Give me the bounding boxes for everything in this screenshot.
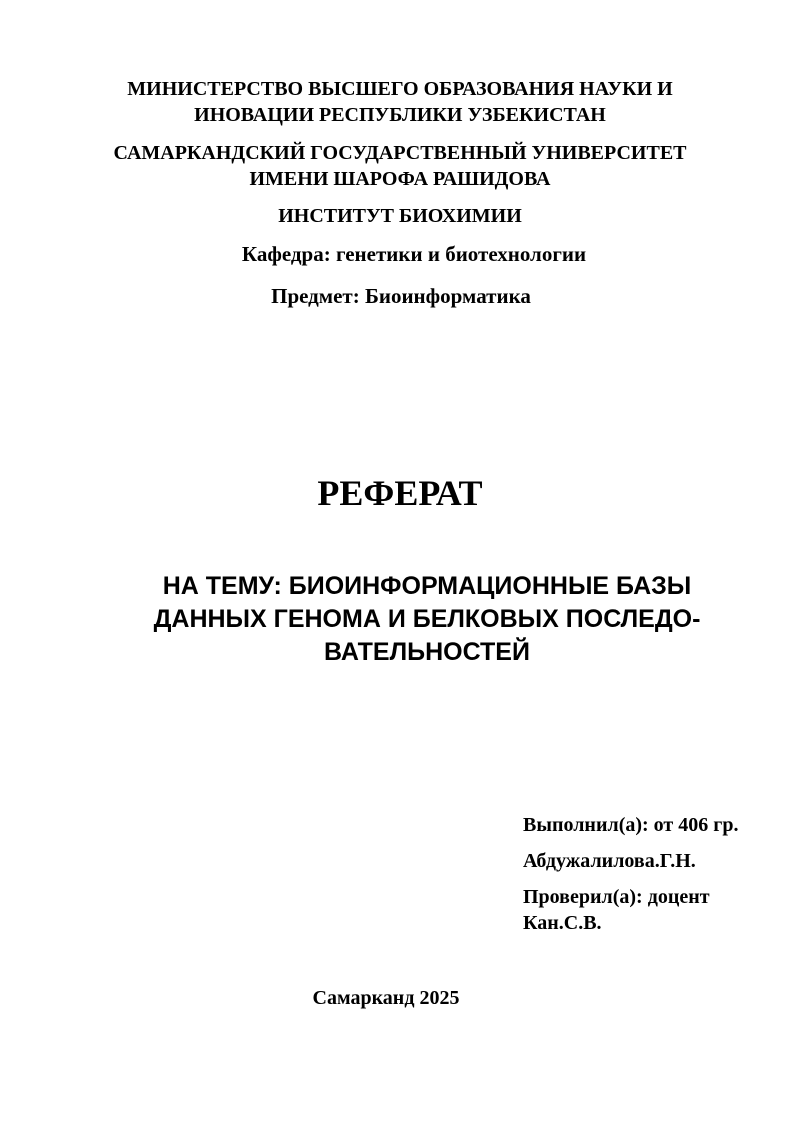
performed-by: Выполнил(а): от 406 гр. — [523, 814, 739, 836]
topic-line-3: ВАТЕЛЬНОСТЕЙ — [324, 638, 530, 666]
topic-line-2: ДАННЫХ ГЕНОМА И БЕЛКОВЫХ ПОСЛЕДО- — [153, 605, 701, 633]
subject-name: Предмет: Биоинформатика — [271, 284, 531, 308]
checker-name: Кан.С.В. — [523, 912, 602, 934]
topic-line-1: НА ТЕМУ: БИОИНФОРМАЦИОННЫЕ БАЗЫ — [162, 572, 692, 600]
author-name: Абдужалилова.Г.Н. — [523, 850, 696, 872]
university-line-1: САМАРКАНДСКИЙ ГОСУДАРСТВЕННЫЙ УНИВЕРСИТЕТ — [113, 142, 687, 164]
city-year: Самарканд 2025 — [312, 987, 460, 1009]
document-title: РЕФЕРАТ — [317, 473, 483, 513]
ministry-line-1: МИНИСТЕРСТВО ВЫСШЕГО ОБРАЗОВАНИЯ НАУКИ И — [127, 78, 673, 100]
ministry-line-2: ИНОВАЦИИ РЕСПУБЛИКИ УЗБЕКИСТАН — [194, 104, 606, 126]
institute-name: ИНСТИТУТ БИОХИМИИ — [278, 205, 522, 227]
department-name: Кафедра: генетики и биотехнологии — [241, 242, 587, 266]
checked-by: Проверил(а): доцент — [523, 886, 710, 908]
university-line-2: ИМЕНИ ШАРОФА РАШИДОВА — [249, 168, 551, 190]
